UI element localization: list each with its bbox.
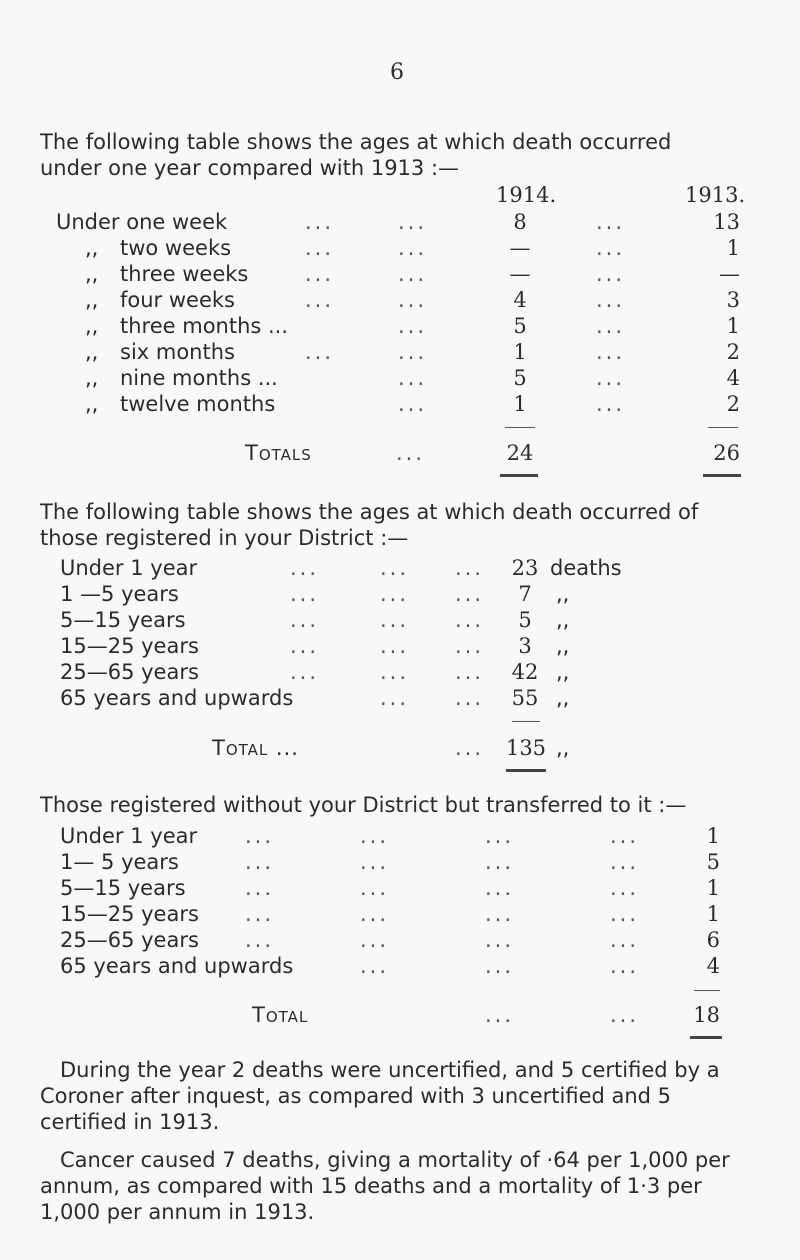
leader-dots: ... — [245, 928, 275, 952]
leader-dots: ... — [455, 582, 485, 606]
leader-dots: ... — [380, 660, 410, 684]
total-1913: 26 — [713, 441, 740, 465]
leader-dots: ... — [596, 210, 626, 234]
leader-dots: ... — [596, 262, 626, 286]
leader-dots: ... — [398, 262, 428, 286]
table-row-label: four weeks — [120, 288, 235, 312]
table-cell-1914: 1 — [513, 340, 527, 364]
ditto-mark: ,, — [556, 686, 570, 710]
leader-dots: ... — [398, 236, 428, 260]
leader-dots: ... — [610, 876, 640, 900]
leader-dots: ... — [485, 850, 515, 874]
double-rule — [500, 474, 538, 477]
transferred-value: 1 — [706, 876, 720, 900]
sum-rule — [708, 427, 738, 428]
table-cell-1913: — — [719, 262, 740, 286]
leader-dots: ... — [305, 262, 335, 286]
leader-dots: ... — [485, 824, 515, 848]
section2-intro-line2: those registered in your District :— — [40, 526, 409, 550]
table-row-label: 15—25 years — [60, 634, 199, 658]
sum-rule — [505, 427, 535, 428]
section1-intro-line1: The following table shows the ages at which death occurred — [40, 130, 672, 154]
table-row-label: 5—15 years — [60, 876, 186, 900]
deaths-value: 7 — [518, 582, 532, 606]
leader-dots: ... — [398, 288, 428, 312]
leader-dots: ... — [485, 954, 515, 978]
ditto-mark: ,, — [556, 582, 570, 606]
sum-rule — [694, 990, 720, 991]
transferred-value: 1 — [706, 902, 720, 926]
table-cell-1914: 8 — [513, 210, 527, 234]
sum-rule — [512, 721, 540, 722]
leader-dots: ... — [380, 556, 410, 580]
leader-dots: ... — [360, 902, 390, 926]
leader-dots: ... — [245, 902, 275, 926]
double-rule — [703, 474, 741, 477]
leader-dots: ... — [610, 928, 640, 952]
table-row-label: nine months ... — [120, 366, 278, 390]
leader-dots: ... — [360, 850, 390, 874]
leader-dots: ... — [398, 210, 428, 234]
total-label: Total ... — [212, 736, 299, 760]
table-row-label: Under 1 year — [60, 824, 198, 848]
table-row-label: 1— 5 years — [60, 850, 179, 874]
col-header-1913: 1913. — [685, 183, 746, 207]
table-cell-1913: 1 — [726, 314, 740, 338]
page-number: 6 — [390, 60, 404, 85]
section1-intro-line2: under one year compared with 1913 :— — [40, 156, 460, 180]
table-row-label: three months ... — [120, 314, 289, 338]
table-row-label: 1 —5 years — [60, 582, 179, 606]
leader-dots: ... — [596, 236, 626, 260]
totals-label: Totals — [245, 441, 312, 465]
leader-dots: ... — [360, 928, 390, 952]
table-row-label: twelve months — [120, 392, 276, 416]
double-rule — [506, 769, 546, 772]
table-cell-1914: 4 — [513, 288, 527, 312]
section2-intro-line1: The following table shows the ages at which death occurred of — [40, 500, 699, 524]
deaths-value: 23 — [511, 556, 539, 580]
deaths-value: 5 — [518, 608, 532, 632]
table-row-label: three weeks — [120, 262, 249, 286]
leader-dots: ... — [305, 288, 335, 312]
paragraph-cancer: 1,000 per annum in 1913. — [40, 1200, 315, 1224]
leader-dots: ... — [485, 876, 515, 900]
leader-dots: ... — [380, 608, 410, 632]
leader-dots: ... — [245, 876, 275, 900]
table-row-label: 25—65 years — [60, 660, 199, 684]
deaths-value: 55 — [511, 686, 539, 710]
transferred-value: 1 — [706, 824, 720, 848]
paragraph-uncertified: Coroner after inquest, as compared with 3 uncertified and 5 — [40, 1084, 672, 1108]
ditto-mark: ,, — [556, 608, 570, 632]
table-row-label: 65 years and upwards — [60, 954, 294, 978]
leader-dots: ... — [596, 392, 626, 416]
leader-dots: ... — [485, 1003, 515, 1027]
ditto-mark: ,, — [85, 366, 99, 390]
table-row-label: 15—25 years — [60, 902, 199, 926]
paragraph-cancer: annum, as compared with 15 deaths and a mortality of 1·3 per — [40, 1174, 702, 1198]
ditto-mark: ,, — [85, 314, 99, 338]
ditto-mark: ,, — [556, 660, 570, 684]
leader-dots: ... — [398, 366, 428, 390]
paragraph-cancer: Cancer caused 7 deaths, giving a mortality of ·64 per 1,000 per — [60, 1148, 730, 1172]
leader-dots: ... — [380, 686, 410, 710]
leader-dots: ... — [455, 686, 485, 710]
leader-dots: ... — [290, 582, 320, 606]
leader-dots: ... — [485, 928, 515, 952]
leader-dots: ... — [305, 236, 335, 260]
table-row-label: two weeks — [120, 236, 232, 260]
table-cell-1913: 4 — [726, 366, 740, 390]
leader-dots: ... — [455, 634, 485, 658]
leader-dots: ... — [290, 634, 320, 658]
table-row-label: six months — [120, 340, 235, 364]
leader-dots: ... — [610, 902, 640, 926]
section3-intro: Those registered without your District but transferred to it :— — [40, 793, 687, 817]
ditto-mark: ,, — [556, 736, 570, 760]
total-deaths: 135 — [505, 736, 547, 760]
leader-dots: ... — [398, 392, 428, 416]
ditto-mark: ,, — [85, 288, 99, 312]
leader-dots: ... — [455, 736, 485, 760]
ditto-mark: ,, — [556, 634, 570, 658]
table-row-label: 5—15 years — [60, 608, 186, 632]
transferred-value: 5 — [706, 850, 720, 874]
total-1914: 24 — [506, 441, 534, 465]
leader-dots: ... — [485, 902, 515, 926]
leader-dots: ... — [610, 1003, 640, 1027]
leader-dots: ... — [380, 634, 410, 658]
leader-dots: ... — [305, 210, 335, 234]
leader-dots: ... — [360, 824, 390, 848]
transferred-value: 4 — [706, 954, 720, 978]
leader-dots: ... — [455, 608, 485, 632]
double-rule — [690, 1036, 722, 1039]
leader-dots: ... — [610, 954, 640, 978]
table-cell-1914: 5 — [513, 314, 527, 338]
table-row-label: Under 1 year — [60, 556, 198, 580]
leader-dots: ... — [398, 340, 428, 364]
deaths-value: 3 — [518, 634, 532, 658]
leader-dots: ... — [610, 850, 640, 874]
ditto-mark: ,, — [85, 262, 99, 286]
leader-dots: ... — [290, 660, 320, 684]
leader-dots: ... — [596, 288, 626, 312]
leader-dots: ... — [305, 340, 335, 364]
table-cell-1913: 2 — [726, 340, 740, 364]
table-cell-1914: 5 — [513, 366, 527, 390]
paragraph-uncertified: certified in 1913. — [40, 1110, 220, 1134]
total-transferred: 18 — [693, 1003, 720, 1027]
table-row-label: 65 years and upwards — [60, 686, 294, 710]
leader-dots: ... — [245, 824, 275, 848]
leader-dots: ... — [596, 366, 626, 390]
leader-dots: ... — [596, 314, 626, 338]
leader-dots: ... — [396, 441, 426, 465]
leader-dots: ... — [290, 556, 320, 580]
col-header-1914: 1914. — [496, 183, 557, 207]
deaths-unit: deaths — [550, 556, 622, 580]
table-cell-1914: — — [509, 262, 531, 286]
leader-dots: ... — [290, 608, 320, 632]
table-cell-1913: 3 — [726, 288, 740, 312]
leader-dots: ... — [455, 556, 485, 580]
paragraph-uncertified: During the year 2 deaths were uncertified, and 5 certified by a — [60, 1058, 720, 1082]
table-cell-1914: — — [509, 236, 531, 260]
transferred-value: 6 — [706, 928, 720, 952]
leader-dots: ... — [245, 850, 275, 874]
leader-dots: ... — [610, 824, 640, 848]
leader-dots: ... — [455, 660, 485, 684]
ditto-mark: ,, — [85, 236, 99, 260]
leader-dots: ... — [596, 340, 626, 364]
table-cell-1913: 2 — [726, 392, 740, 416]
ditto-mark: ,, — [85, 392, 99, 416]
table-cell-1914: 1 — [513, 392, 527, 416]
leader-dots: ... — [398, 314, 428, 338]
table-row-label: 25—65 years — [60, 928, 199, 952]
leader-dots: ... — [360, 876, 390, 900]
table-cell-1913: 1 — [726, 236, 740, 260]
total-label: Total — [252, 1003, 309, 1027]
deaths-value: 42 — [511, 660, 539, 684]
leader-dots: ... — [360, 954, 390, 978]
table-cell-1913: 13 — [713, 210, 740, 234]
table-row-label: Under one week — [56, 210, 228, 234]
ditto-mark: ,, — [85, 340, 99, 364]
leader-dots: ... — [380, 582, 410, 606]
